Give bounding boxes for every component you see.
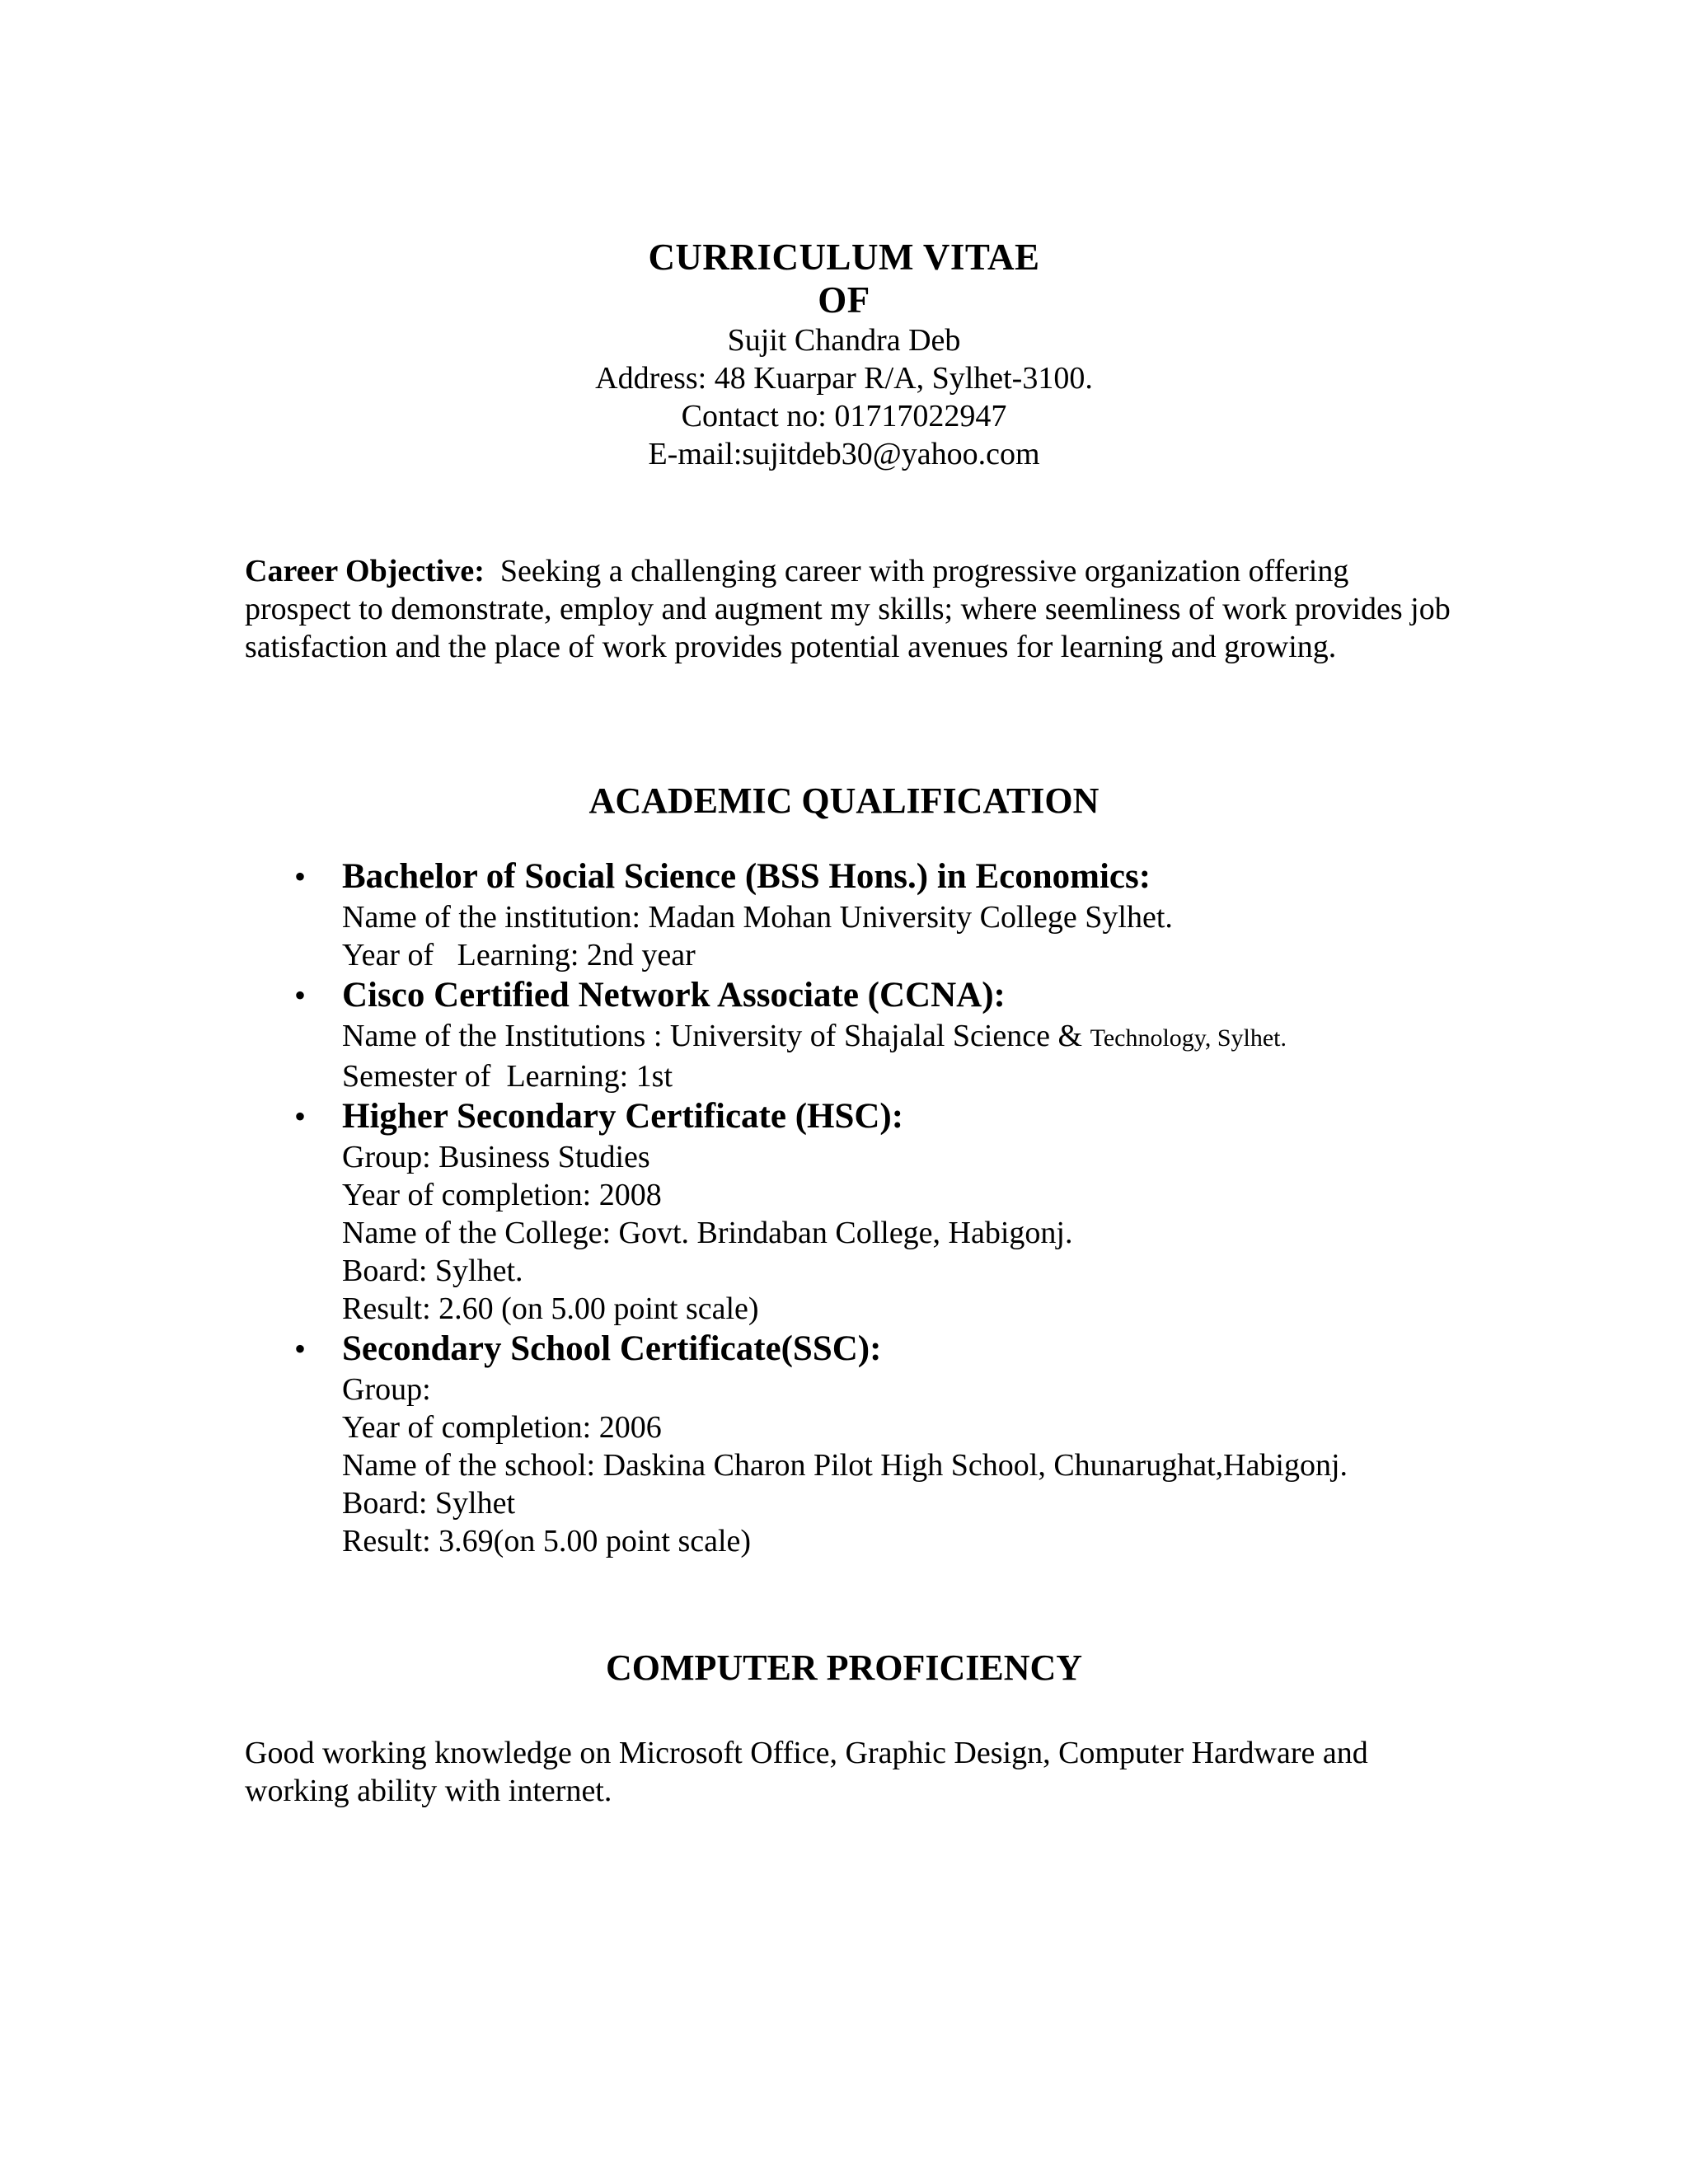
qualification-title: Higher Secondary Certificate (HSC): — [342, 1097, 904, 1136]
bullet-icon: • — [294, 858, 307, 895]
qualification-detail-main: Name of the Institutions : University of Shajalal Science & — [342, 1019, 1090, 1053]
bullet-icon: • — [294, 1098, 307, 1135]
career-objective — [245, 552, 1456, 666]
cv-title: CURRICULUM VITAE — [648, 237, 1040, 278]
academic-list — [0, 855, 1688, 1560]
cv-header — [0, 236, 1688, 473]
qualification-title: Cisco Certified Network Associate (CCNA): — [342, 976, 1006, 1015]
qualification-detail: Result: 2.60 (on 5.00 point scale) — [342, 1291, 759, 1326]
qualification-detail: Year of completion: 2006 — [342, 1410, 662, 1445]
career-objective-text: Seeking a challenging career with progressive organization offering prospect to demonstrate, employ and augment my skills; where seemliness of work provides job satisfaction and the place of work provides potential avenues for learning and growing. — [245, 554, 1451, 664]
qualification-detail — [342, 1017, 1688, 1057]
academic-heading: ACADEMIC QUALIFICATION — [588, 780, 1100, 821]
bullet-icon: • — [294, 977, 307, 1014]
computer-text: Good working knowledge on Microsoft Office, Graphic Design, Computer Hardware and working ability with internet. — [245, 1736, 1368, 1808]
qualification-detail: Result: 3.69(on 5.00 point scale) — [342, 1524, 752, 1558]
qualification-detail: Name of the College: Govt. Brindaban College, Habigonj. — [342, 1216, 1073, 1250]
applicant-address: Address: 48 Kuarpar R/A, Sylhet-3100. — [595, 361, 1093, 396]
qualification-detail: Year of completion: 2008 — [342, 1178, 662, 1212]
qualification-title: Secondary School Certificate(SSC): — [342, 1329, 882, 1368]
qualification-detail: Group: Business Studies — [342, 1140, 650, 1174]
qualification-detail: Name of the school: Daskina Charon Pilot High School, Chunarughat,Habigonj. — [342, 1448, 1348, 1483]
qualification-detail: Name of the institution: Madan Mohan University College Sylhet. — [342, 900, 1173, 935]
qualification-detail: Group: — [342, 1372, 431, 1407]
cv-title-of: OF — [818, 279, 870, 321]
applicant-email: E-mail:sujitdeb30@yahoo.com — [648, 437, 1040, 471]
qualification-detail: Board: Sylhet — [342, 1486, 516, 1521]
career-objective-label: Career Objective: — [245, 554, 485, 588]
list-item — [294, 1328, 1688, 1560]
qualification-detail: Board: Sylhet. — [342, 1254, 523, 1288]
qualification-detail: Year of Learning: 2nd year — [342, 938, 696, 972]
qualification-title: Bachelor of Social Science (BSS Hons.) in Economics: — [342, 857, 1151, 896]
list-item — [294, 855, 1688, 974]
qualification-detail: Semester of Learning: 1st — [342, 1059, 673, 1094]
bullet-icon: • — [294, 1330, 307, 1367]
list-item — [294, 1095, 1688, 1328]
computer-heading: COMPUTER PROFICIENCY — [605, 1647, 1083, 1688]
qualification-detail-small: Technology, Sylhet. — [1090, 1024, 1287, 1052]
applicant-contact: Contact no: 01717022947 — [681, 399, 1007, 434]
applicant-name: Sujit Chandra Deb — [727, 323, 961, 358]
list-item — [294, 974, 1688, 1095]
